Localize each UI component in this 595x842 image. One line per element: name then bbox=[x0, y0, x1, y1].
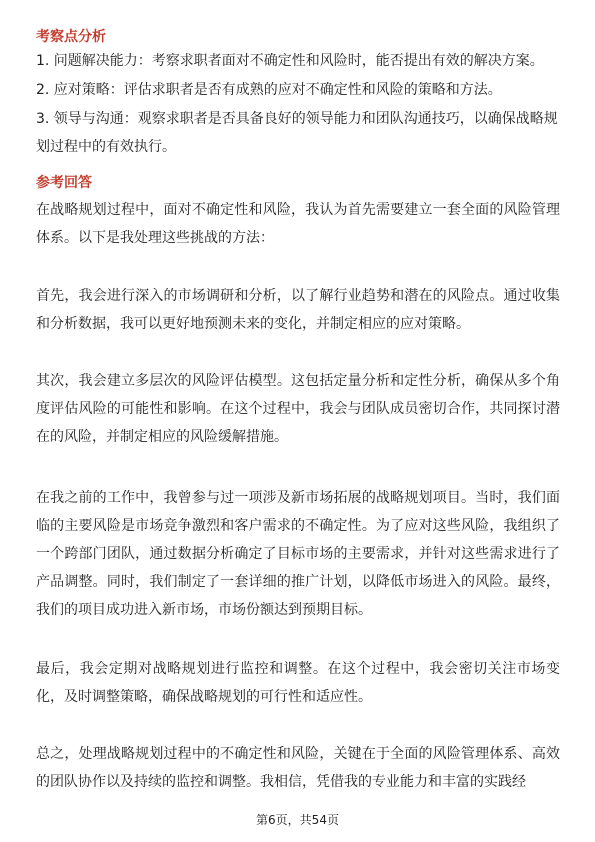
analysis-point-3: 3. 领导与沟通：观察求职者是否具备良好的领导能力和团队沟通技巧，以确保战略规划过程中的有效执行。 bbox=[36, 111, 558, 155]
analysis-point-1: 1. 问题解决能力：考察求职者面对不确定性和风险时，能否提出有效的解决方案。 bbox=[36, 53, 544, 69]
answer-paragraph-2: 首先，我会进行深入的市场调研和分析，以了解行业趋势和潜在的风险点。通过收集和分析数据，我可以更好地预测未来的变化，并制定相应的应对策略。 bbox=[36, 288, 560, 332]
answer-paragraph-4: 在我之前的工作中，我曾参与过一项涉及新市场拓展的战略规划项目。当时，我们面临的主要风险是市场竞争激烈和客户需求的不确定性。为了应对这些风险，我组织了一个跨部门团队，通过数据分析确定了目标市场的主要需求，并针对这些需求进行了产品调整。同时，我们制定了一套详细的推广计划，以降低市场进入的风险。最终，我们的项目成功进入新市场，市场份额达到预期目标。 bbox=[36, 490, 560, 618]
answer-heading: 参考回答 bbox=[36, 175, 92, 191]
answer-paragraph-6: 总之，处理战略规划过程中的不确定性和风险，关键在于全面的风险管理体系、高效的团队协作以及持续的监控和调整。我相信，凭借我的专业能力和丰富的实践经 bbox=[36, 746, 560, 790]
analysis-heading: 考察点分析 bbox=[36, 29, 106, 45]
analysis-point-2: 2. 应对策略：评估求职者是否有成熟的应对不确定性和风险的策略和方法。 bbox=[36, 82, 502, 98]
answer-paragraph-5: 最后，我会定期对战略规划进行监控和调整。在这个过程中，我会密切关注市场变化，及时调整策略，确保战略规划的可行性和适应性。 bbox=[36, 661, 560, 705]
answer-paragraph-3: 其次，我会建立多层次的风险评估模型。这包括定量分析和定性分析，确保从多个角度评估风险的可能性和影响。在这个过程中，我会与团队成员密切合作，共同探讨潜在的风险，并制定相应的风险缓解措施。 bbox=[36, 373, 560, 445]
answer-paragraph-1: 在战略规划过程中，面对不确定性和风险，我认为首先需要建立一套全面的风险管理体系。以下是我处理这些挑战的方法： bbox=[36, 202, 560, 246]
page-number: 第6页，共54页 bbox=[256, 813, 339, 827]
